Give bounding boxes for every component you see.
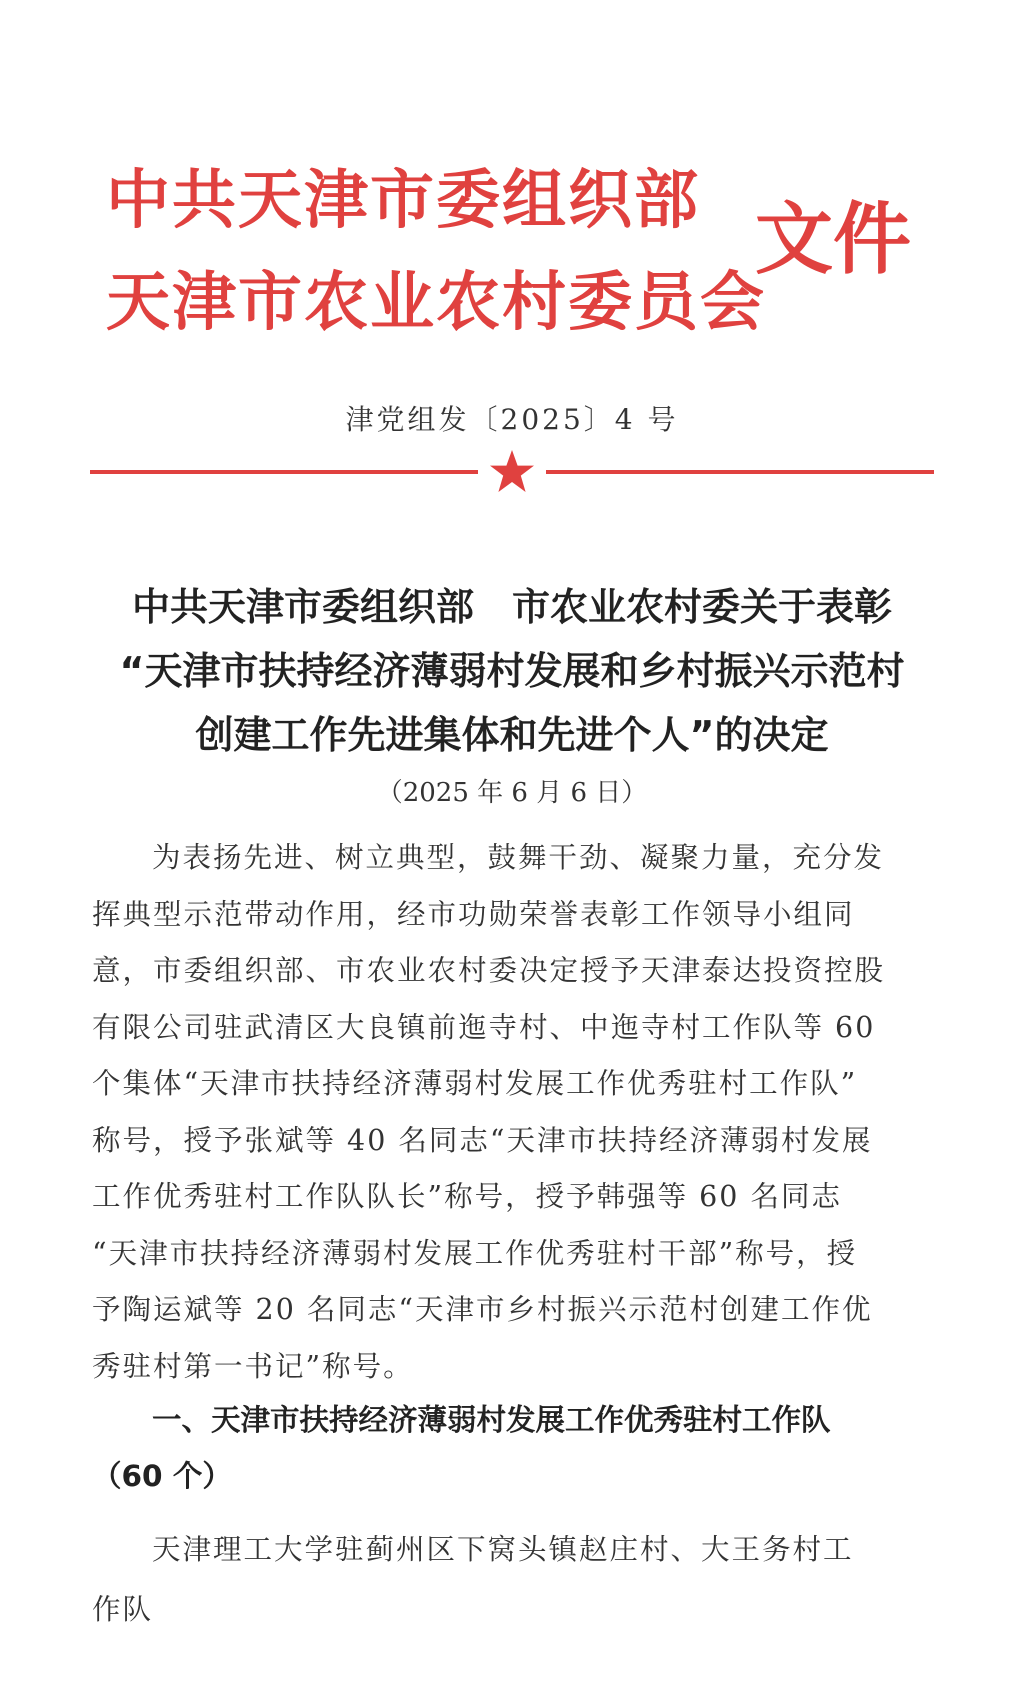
doc-type-label: 文件 — [755, 194, 912, 285]
decision-date: （2025 年 6 月 6 日） — [376, 778, 648, 808]
red-rule-left — [90, 470, 478, 474]
body-line: 予陶运斌等 20 名同志“天津市乡村振兴示范村创建工作优 — [92, 1293, 873, 1326]
document-number: 津党组发〔2025〕4 号 — [345, 403, 679, 436]
decision-title — [0, 575, 1024, 767]
list-item — [92, 1520, 932, 1640]
body-line: 称号，授予张斌等 40 名同志“天津市扶持经济薄弱村发展 — [92, 1123, 873, 1157]
list-item-line-1: 天津理工大学驻蓟州区下窝头镇赵庄村、大王务村工 — [152, 1533, 854, 1566]
red-star-icon — [488, 448, 536, 496]
body-line: 有限公司驻武清区大良镇前迤寺村、中迤寺村工作队等 60 — [92, 1010, 876, 1044]
body-line: “天津市扶持经济薄弱村发展工作优秀驻村干部”称号，授 — [92, 1236, 858, 1270]
title-line-3: 创建工作先进集体和先进个人”的决定 — [195, 713, 829, 757]
title-line-2: “天津市扶持经济薄弱村发展和乡村振兴示范村 — [119, 649, 905, 693]
red-rule-right — [546, 470, 934, 474]
body-line: 个集体“天津市扶持经济薄弱村发展工作优秀驻村工作队” — [92, 1067, 858, 1100]
issuer-block — [106, 150, 766, 354]
body-line: 为表扬先进、树立典型，鼓舞干劲、凝聚力量，充分发 — [152, 841, 885, 874]
issuer-line-1: 中共天津市委组织部 — [106, 163, 700, 238]
body-line: 挥典型示范带动作用，经市功勋荣誉表彰工作领导小组同 — [92, 897, 855, 931]
issuer-line-2: 天津市农业农村委员会 — [106, 265, 766, 340]
section-heading-line-1: 一、天津市扶持经济薄弱村发展工作优秀驻村工作队 — [152, 1403, 831, 1437]
body-line: 秀驻村第一书记”称号。 — [92, 1349, 414, 1383]
body-line: 工作优秀驻村工作队队长”称号，授予韩强等 60 名同志 — [92, 1180, 842, 1213]
title-line-1: 中共天津市委组织部 市农业农村委关于表彰 — [131, 585, 892, 629]
section-heading-line-2: （60 个） — [92, 1459, 232, 1493]
section-heading — [92, 1392, 932, 1504]
body-line: 意，市委组织部、市农业农村委决定授予天津泰达投资控股 — [92, 954, 886, 987]
list-item-line-2: 作队 — [92, 1593, 154, 1626]
body-paragraph — [92, 830, 927, 1395]
